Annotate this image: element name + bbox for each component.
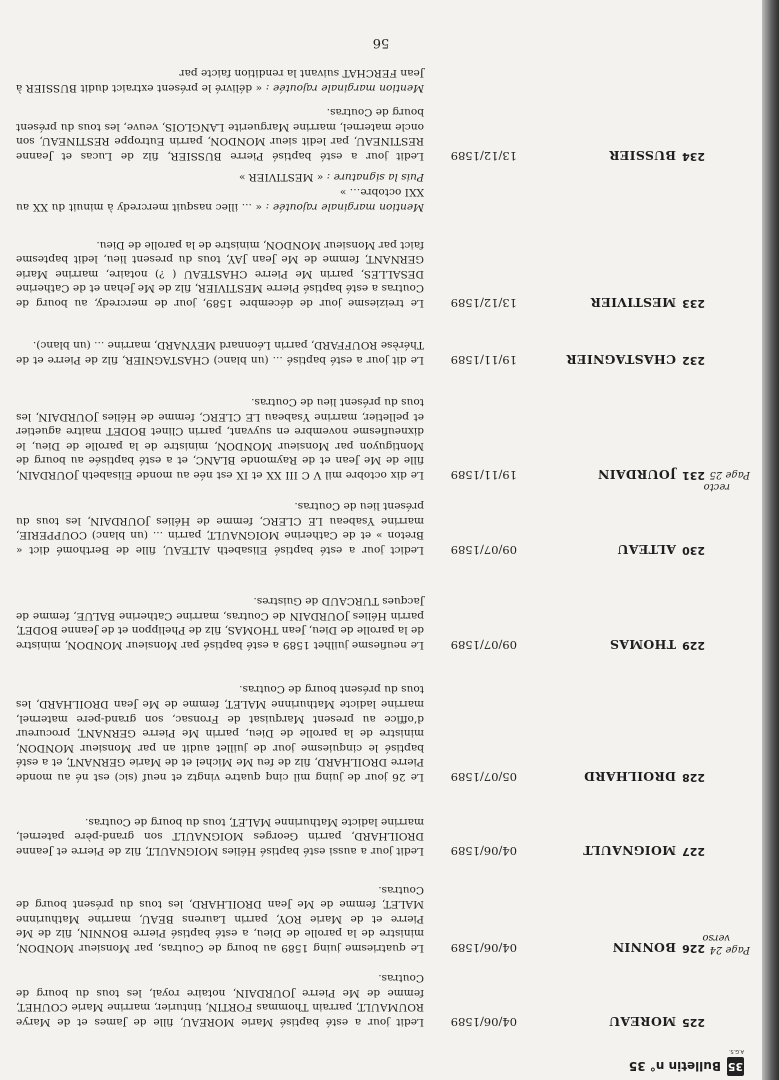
entry-date: 05/07/1589 bbox=[450, 770, 517, 784]
entry-date: 04/06/1589 bbox=[450, 844, 517, 858]
entry-date: 09/07/1589 bbox=[450, 543, 517, 557]
marginal-note bbox=[16, 185, 424, 214]
note-text: « délivré le présent extraict dudit BUSSIER à Jean FERCHAT suivant la rendition faicte par bbox=[15, 67, 424, 94]
entry-surname: ALTEAU bbox=[617, 542, 676, 557]
entry-text: Le neufiesme juilhet 1589 a esté baptisé par Monsieur MONDON, ministre de la parolle de Dieu, Jean THOMAS, filz de Phelippon et de Jeanne BODET, parrin Hélies JOURDAIN de Coutras, marrine Catherine BALUE, femme de Jacques TURCAUD de Guistres. bbox=[16, 595, 424, 651]
entry-date: 04/06/1589 bbox=[450, 941, 517, 955]
entry-number: 231 bbox=[682, 469, 705, 482]
entry-text: Le quatriesme juing 1589 au bourg de Coutras, par Monsieur MONDON, ministre de la parolle de Dieu, a esté baptisé Pierre BONNIN, filz de Me Pierre et de Marie ROY, parrin Laurens BEAU, marrine Mathurinne MALET, femme de Me Jean DROILHARD, les tous du présent bourg de Coutras. bbox=[16, 883, 424, 954]
folio-page: Page 25 bbox=[709, 469, 750, 480]
folio-page: Page 24 bbox=[709, 944, 750, 955]
entry-date: 19/11/1589 bbox=[450, 468, 517, 482]
entry-date: 09/07/1589 bbox=[450, 638, 517, 652]
entry-surname: MOREAU bbox=[608, 1014, 676, 1029]
entry-number: 233 bbox=[682, 297, 705, 310]
signature-line bbox=[16, 169, 424, 184]
entry-surname: BUSSIER bbox=[608, 148, 676, 163]
page-number: 56 bbox=[372, 35, 390, 50]
bulletin-title: Bulletin n° 35 bbox=[628, 1059, 721, 1074]
folio-side: verso bbox=[702, 932, 730, 943]
entry-number: 225 bbox=[682, 1016, 705, 1029]
logo-caption: A.G.S. bbox=[728, 1048, 744, 1054]
note-label: Mention marginale rajoutée : bbox=[265, 201, 424, 213]
folio-reference bbox=[703, 931, 751, 955]
entry-text: Le dix octobre mil V C III XX et IX est née au monde Elisabeth JOURDAIN, fille de Me Jean et de Raymonde BLANC, et a esté baptisée au bourg de Montiguyon par Monsieur MONDON, ministre de la parolle de Dieu, le dixneufiesme novembre en suyvant, parrin Clinet BODET maitre aguetier et pelletier, marrine Ysabeau LE CLERC, femme de Hélies JOURDAIN, les tous du présent lieu de Coutras. bbox=[16, 396, 424, 481]
entry-surname: CHASTAGNIER bbox=[566, 352, 676, 367]
entry-text: Le 26 jour de juing mil cinq quatre vingtz et neuf (sic) est né au monde Pierre DROILHARD, filz de feu Me Michel et de Marie GERNANT, et a esté baptisé le cinquiesme jour de juillet audit an par Monsieur MONDON, ministre de la parolle de Dieu, parrin Me Pierre GERNANT, procureur d’office au present Marquisat de Fronsac, son grand-pere maternel, marrine ladicte Mathurinne MALET, femme de Me Jean DROILHARD, les tous du présent bourg de Coutras. bbox=[16, 683, 424, 783]
entry-number: 234 bbox=[682, 150, 705, 163]
entry-surname: THOMAS bbox=[609, 637, 676, 652]
entry-text: Ledit jour a esté baptisé Pierre BUSSIER, filz de Lucas et Jeanne RESTINEAU, par ledit sieur MONDON, parrin Eutroppe RESTINEAU, son oncle maternel, marrine Marguerite LANGLOIS, veuve, les tous du présent bourg de Coutras. bbox=[16, 106, 424, 162]
note-label: Mention marginale rajoutée : bbox=[265, 82, 424, 94]
entry-text: Ledit jour a aussi esté baptisé Hélies MOIGNAULT, filz de Pierre et Jeanne DROILHARD, parrin Georges MOIGNAULT son grand-père paternel, marrine ladicte Mathurinne MALET, tous du bourg de Coutras. bbox=[16, 815, 424, 857]
book-gutter bbox=[762, 0, 779, 1080]
signature-text: « MESTIVIER » bbox=[238, 171, 324, 183]
entry-surname: JOURDAIN bbox=[597, 467, 676, 482]
page-header bbox=[628, 1048, 744, 1076]
entry-surname: BONNIN bbox=[612, 940, 676, 955]
entry-number: 226 bbox=[682, 942, 705, 955]
entry-number: 229 bbox=[682, 639, 705, 652]
note-text: « ... illec nasquit mercredy à minuit du XX au XXI octobre… » bbox=[16, 186, 424, 213]
folio-side: recto bbox=[703, 481, 730, 492]
entry-date: 13/12/1589 bbox=[450, 296, 517, 310]
bulletin-logo-icon: 35 bbox=[727, 1057, 744, 1076]
entry-text: Le dit jour a esté baptisé ... (un blanc) CHASTAGNIER, filz de Pierre et de Thérèse ROUFFARD, parrin Léonnard MEYNARD, marrine ... (un blanc). bbox=[16, 339, 424, 366]
folio-reference bbox=[704, 468, 750, 492]
entry-date: 04/06/1589 bbox=[450, 1015, 517, 1029]
entry-number: 230 bbox=[682, 544, 705, 557]
signature-label: Puis la signature : bbox=[326, 171, 424, 183]
entry-text: Ledict jour a esté baptisé Elisabeth ALTEAU, fille de Berthomé dict « Breton » et de Catherine MOIGNAULT, parrin ... (un blanc) COUPPERIE, marrine Ysabeau LE CLERC, femme de Hélies JOURDAIN, les tous du présent lieu de Coutras. bbox=[16, 500, 424, 556]
entry-number: 228 bbox=[682, 771, 705, 784]
entry-date: 19/11/1589 bbox=[450, 353, 517, 367]
entry-surname: DROILHARD bbox=[583, 769, 676, 784]
entry-surname: MESTIVIER bbox=[590, 295, 676, 310]
entry-surname: MOIGNAULT bbox=[582, 843, 676, 858]
entry-text: Ledit jour a esté baptisé Marie MOREAU, fille de James et de Marye ROUMAULT, parrain Thommas FORTIN, tinturier, marrine Marie COUHET, femme de Me Pierre JOURDAIN, notaire royal, les tous du bourg de Coutras. bbox=[16, 972, 424, 1028]
marginal-note bbox=[16, 66, 424, 95]
entry-number: 227 bbox=[682, 845, 705, 858]
entry-text: Le treiziesme jour de décembre 1589, jour de mercredy, au bourg de Coutras a esté baptisé Pierre MESTIVIER, filz de Me Jehan et de Catherine DESALLES, parrin Me Pierre CHASTEAU ( ?) notaire, marrine Marie GERNANT, femme de Me Jean JAY, tous du present lieu, ledit baptesme faict par Monsieur MONDON, ministre de la parolle de Dieu. bbox=[16, 238, 424, 309]
entry-date: 13/12/1589 bbox=[450, 149, 517, 163]
entry-number: 232 bbox=[682, 354, 705, 367]
